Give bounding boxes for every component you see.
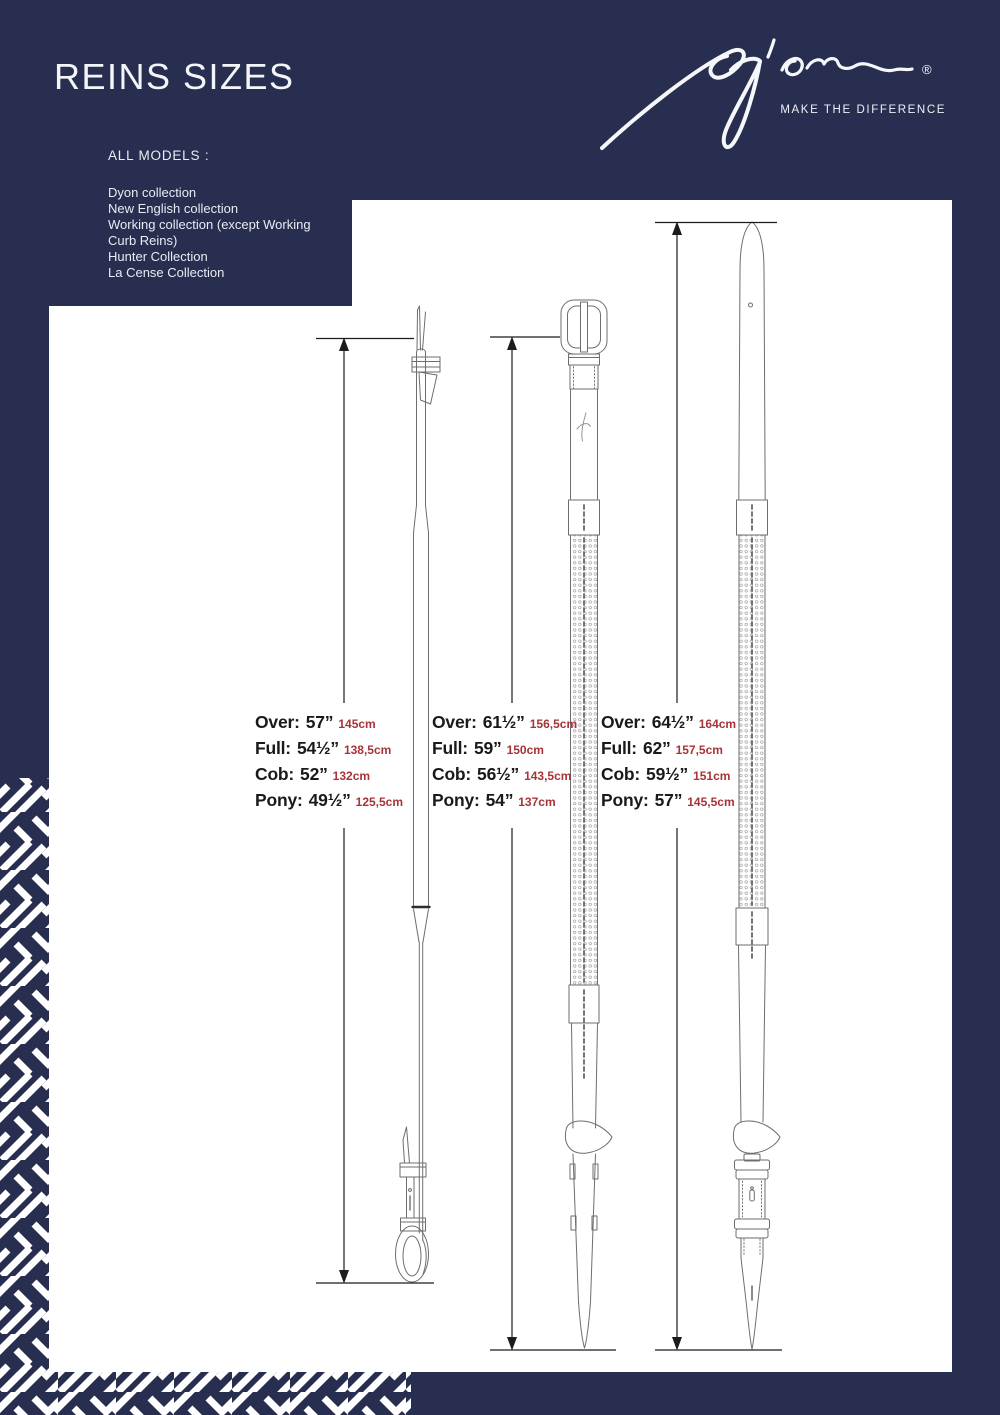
size-inches: 59½”	[646, 764, 689, 784]
size-label: Cob:	[432, 764, 472, 784]
size-label: Pony:	[432, 790, 480, 810]
size-inches: 54½”	[296, 738, 339, 758]
model-item: Hunter Collection	[108, 249, 208, 264]
size-row	[601, 712, 736, 738]
size-inches: 57”	[305, 712, 334, 732]
size-row	[601, 764, 736, 790]
size-label: Pony:	[601, 790, 649, 810]
size-label: Pony:	[255, 790, 303, 810]
size-cm: 150cm	[506, 743, 544, 757]
page-title: REINS SIZES	[54, 56, 295, 97]
model-item: La Cense Collection	[108, 265, 225, 280]
size-inches: 54”	[485, 790, 514, 810]
size-inches: 49½”	[308, 790, 351, 810]
size-cm: 143,5cm	[524, 769, 572, 783]
size-row	[255, 738, 403, 764]
size-label: Full:	[601, 738, 637, 758]
size-cm: 151cm	[693, 769, 731, 783]
rein-diagram-2	[561, 300, 612, 1348]
pattern-band-left	[0, 778, 49, 1415]
size-label: Full:	[255, 738, 291, 758]
size-cm: 145,5cm	[687, 795, 735, 809]
pattern-band-bottom	[0, 1372, 411, 1415]
size-row	[255, 764, 403, 790]
size-label: Cob:	[255, 764, 295, 784]
dyon-signature-icon	[596, 30, 952, 162]
size-cm: 156,5cm	[529, 717, 578, 731]
size-inches: 52”	[300, 764, 328, 784]
rein-diagram-3	[733, 222, 780, 1349]
size-inches: 57”	[654, 790, 683, 810]
size-row	[255, 712, 403, 738]
registered-mark: ®	[922, 62, 932, 77]
size-block-3	[601, 712, 736, 816]
models-panel	[108, 148, 330, 281]
size-cm: 137cm	[518, 795, 556, 809]
size-inches: 62”	[642, 738, 671, 758]
models-heading: ALL MODELS :	[108, 148, 210, 163]
size-cm: 157,5cm	[675, 743, 723, 757]
size-cm: 164cm	[698, 717, 737, 731]
size-cm: 125,5cm	[355, 795, 404, 809]
size-row	[432, 790, 577, 816]
size-label: Over:	[432, 712, 477, 732]
size-block-1	[255, 712, 403, 816]
brand-tagline: MAKE THE DIFFERENCE	[780, 104, 946, 116]
size-row	[255, 790, 403, 816]
size-row	[432, 712, 577, 738]
size-block-2	[432, 712, 577, 816]
model-item: Working collection (except Working Curb Reins)	[108, 217, 311, 248]
size-cm: 132cm	[332, 769, 371, 783]
size-row	[601, 790, 736, 816]
brand-logo	[596, 30, 952, 162]
size-inches: 56½”	[477, 764, 520, 784]
size-row	[601, 738, 736, 764]
size-row	[432, 764, 577, 790]
size-label: Full:	[432, 738, 468, 758]
model-item: Dyon collection	[108, 185, 197, 200]
size-cm: 145cm	[338, 717, 376, 731]
size-label: Cob:	[601, 764, 641, 784]
size-inches: 61½”	[482, 712, 525, 732]
size-inches: 59”	[473, 738, 502, 758]
size-label: Over:	[255, 712, 300, 732]
size-label: Over:	[601, 712, 646, 732]
size-inches: 64½”	[651, 712, 694, 732]
size-row	[432, 738, 577, 764]
size-cm: 138,5cm	[343, 743, 392, 757]
model-item: New English collection	[108, 201, 239, 216]
